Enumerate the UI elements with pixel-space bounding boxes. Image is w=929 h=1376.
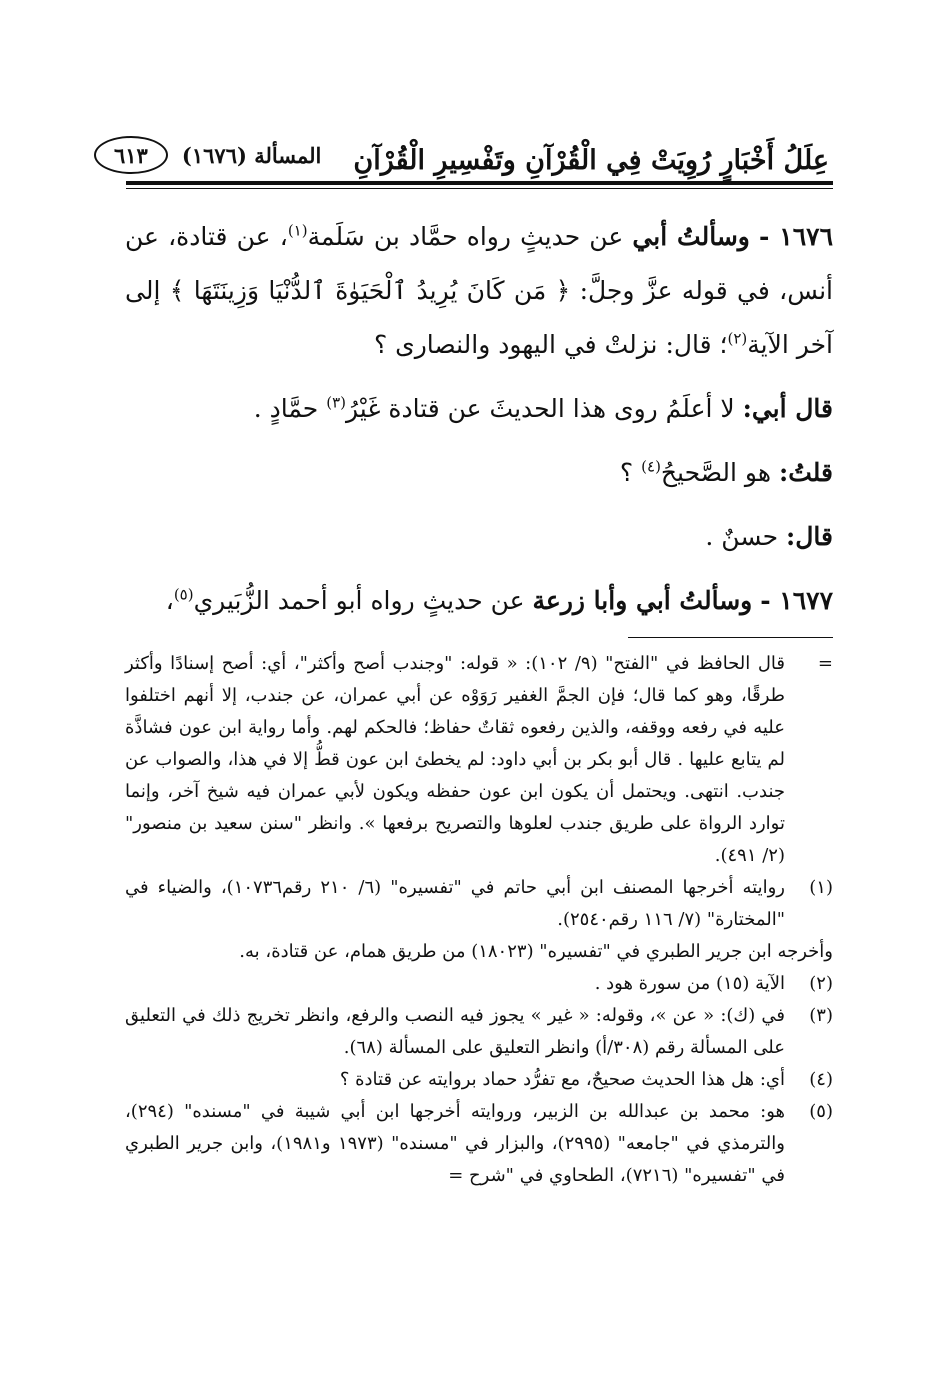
entry-lead: وسألتُ أبي وأبا زرعة — [532, 586, 753, 615]
footnote-number: (٢) — [809, 973, 833, 994]
footnote-5 — [125, 1096, 833, 1192]
footnote-1-cont: وأخرجه ابن جرير الطبري في "تفسيره" (١٨٠٢٣) من طريق همام، عن قتادة، به. — [239, 941, 833, 962]
footnote-text: روايته أخرجها المصنف ابن أبي حاتم في "تفسيره" (٦/ ٢١٠ رقم١٠٧٣٦)، والضياء في "المختارة" (٧/ ١١٦ رقم٢٥٤٠). — [125, 877, 785, 930]
entry-text: ، عن قتادة، عن أنس، في قوله عزَّ وجلَّ: — [125, 222, 833, 305]
footnote-continuation — [125, 648, 833, 872]
footnote-number: (٣) — [809, 1005, 833, 1026]
answer-text: حسنٌ . — [705, 522, 787, 551]
speaker-label: قلتُ: — [778, 458, 833, 487]
header-rule-thick — [126, 181, 833, 185]
page-number: ٦١٣ — [94, 136, 168, 174]
entry-1677 — [125, 574, 833, 628]
footnote-text: أي: هل هذا الحديث صحيحٌ، مع تفرُّد حماد بروايته عن قتادة ؟ — [339, 1069, 785, 1090]
footnote-ref: (٢) — [727, 329, 748, 348]
footnote-1 — [125, 872, 833, 936]
footnote-2 — [125, 968, 833, 1000]
entry-text: عن حديثٍ رواه أبو أحمد الزُّبَيري — [193, 586, 533, 615]
footnote-ref: (١) — [287, 221, 308, 240]
footnote-3 — [125, 1000, 833, 1064]
quran-verse: ﴿ مَن كَانَ يُرِيدُ ٱلْحَيَوٰةَ ٱلدُّنْيَا وَزِينَتَهَا ﴾ — [169, 276, 571, 305]
masala-label: المسألة (١٦٧٦) — [181, 142, 322, 168]
header-meta — [94, 136, 353, 174]
footnote-separator — [628, 637, 833, 638]
footnote-number: (٤) — [809, 1069, 833, 1090]
footnote-ref: (٥) — [173, 585, 194, 604]
footnote-ref: (٣) — [326, 393, 346, 412]
footnote-number: = — [817, 653, 833, 674]
answer-text: حمَّادٍ . — [253, 394, 327, 423]
footnote-text: قال الحافظ في "الفتح" (٩/ ١٠٢): « قوله: "وجندب أصح وأكثر"، أي: أصح إسنادًا وأكثر طرقًا، وهو كما قال؛ فإن الجمَّ الغفير رَوَوْه عن أبي عمران، عن جندب، إلا أنهم اختلفوا عليه في رفعه ووقفه، والذين رفعوه ثقاتٌ حفاظ؛ فالحكم لهم. وأما رواية ابن عون فشاذَّة لم يتابع عليها . قال أبو بكر بن أبي داود: لم يخطئ ابن عون قطُّ إلا في هذا، والصواب عن جندب. انتهى. ويحتمل أن يكون ابن عون حفظه ويكون لأبي عمران فيه شيخ آخر، وإنما توارد الرواة على طريق جندب لعلوها والتصريح برفعها ». وانظر "سنن سعيد بن منصور" (٢/ ٤٩١). — [125, 653, 785, 866]
question-qultu — [125, 446, 833, 500]
footnote-text: في (ك): « عن »، وقوله: « غير » يجوز فيه النصب والرفع، وانظر تخريج ذلك في التعليق على المسألة رقم (٣٠٨/أ) وانظر التعليق على المسألة (٦٨). — [125, 1005, 785, 1058]
footnotes — [125, 648, 833, 1192]
running-header — [114, 128, 829, 176]
speaker-label: قال: — [786, 522, 833, 551]
speaker-label: قال أبي: — [742, 394, 833, 423]
answer-qala — [125, 510, 833, 564]
entry-lead: وسألتُ أبي — [632, 222, 750, 251]
footnote-number: (٥) — [809, 1101, 833, 1122]
entry-text: ، — [165, 586, 174, 615]
question-text: ؟ — [619, 458, 642, 487]
footnote-number: (١) — [809, 877, 833, 898]
footnote-text: هو: محمد بن عبدالله بن الزبير، وروايته أخرجها ابن أبي شيبة في "مسنده" (٢٩٤)، والترمذي في "جامعه" (٢٩٩٥)، والبزار في "مسنده" (١٩٧٣ و١٩٨١)، وابن جرير الطبري في "تفسيره" (٧٢١٦)، الطحاوي في "شرح = — [125, 1101, 785, 1186]
entry-text: إلى آخر الآية — [125, 276, 833, 359]
entry-text: عن حديثٍ رواه حمَّاد بن سَلَمة — [307, 222, 633, 251]
entry-1676 — [125, 210, 833, 372]
header-rule-thin — [126, 188, 833, 189]
main-text — [125, 210, 833, 628]
answer-text: لا أعلَمُ روى هذا الحديثَ عن قتادة غَيْرُ — [345, 394, 743, 423]
answer-abi — [125, 382, 833, 436]
entry-text: ؛ قال: نزلتْ في اليهود والنصارى ؟ — [373, 330, 728, 359]
footnote-text: الآية (١٥) من سورة هود . — [594, 973, 785, 994]
entry-number: ١٦٧٧ - — [760, 586, 833, 615]
footnote-4 — [125, 1064, 833, 1096]
entry-number: ١٦٧٦ - — [759, 222, 834, 251]
book-title: عِلَلُ أَخْبَارٍ رُوِيَتْ فِي الْقُرْآنِ وتَفْسِيرِ الْقُرْآنِ — [353, 145, 829, 176]
footnote-ref: (٤) — [641, 457, 661, 476]
question-text: هو الصَّحيحُ — [660, 458, 779, 487]
